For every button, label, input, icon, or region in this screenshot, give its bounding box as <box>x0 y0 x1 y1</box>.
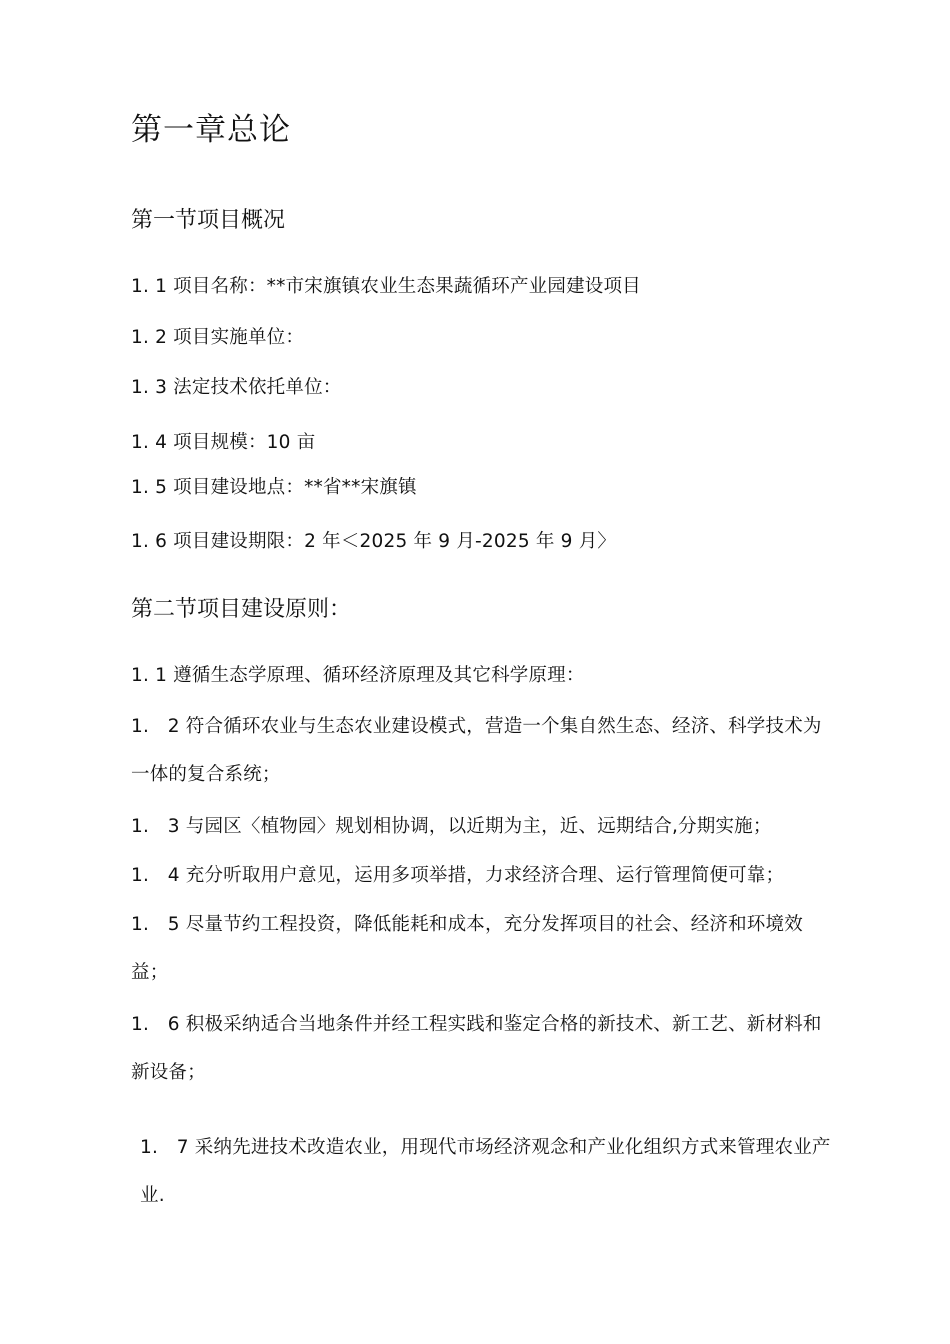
section-title-overview: 第一节项目概况 <box>131 208 286 233</box>
principle-item-3: 1. 3 与园区〈植物园〉规划相协调，以近期为主，近、远期结合,分期实施； <box>131 816 772 837</box>
principle-item-5: 1. 5 尽量节约工程投资，降低能耗和成本，充分发挥项目的社会、经济和环境效益； <box>131 914 803 983</box>
principle-item-2: 1. 2 符合循环农业与生态农业建设模式，营造一个集自然生态、经济、科学技术为一体的复合系统； <box>131 716 822 785</box>
overview-item-technical-support-unit: 1. 3 法定技术依托单位： <box>131 377 342 398</box>
overview-item-location: 1. 5 项目建设地点：**省**宋旗镇 <box>131 477 417 498</box>
principle-item-1: 1. 1 遵循生态学原理、循环经济原理及其它科学原理： <box>131 665 585 686</box>
section-title-principles: 第二节项目建设原则： <box>131 597 352 622</box>
principle-item-7: 1. 7 采纳先进技术改造农业，用现代市场经济观念和产业化组织方式来管理农业产业. <box>140 1137 831 1206</box>
principle-item-6: 1. 6 积极采纳适合当地条件并经工程实践和鉴定合格的新技术、新工艺、新材料和新设备； <box>131 1014 822 1083</box>
principle-item-4: 1. 4 充分听取用户意见，运用多项举措，力求经济合理、运行管理简便可靠； <box>131 865 785 886</box>
overview-item-implementing-unit: 1. 2 项目实施单位： <box>131 327 305 348</box>
overview-item-scale: 1. 4 项目规模：10 亩 <box>131 432 316 453</box>
overview-item-period: 1. 6 项目建设期限：2 年＜2025 年 9 月-2025 年 9 月〉 <box>131 531 617 552</box>
overview-item-project-name: 1. 1 项目名称：**市宋旗镇农业生态果蔬循环产业园建设项目 <box>131 276 641 297</box>
chapter-title: 第一章总论 <box>131 112 291 148</box>
